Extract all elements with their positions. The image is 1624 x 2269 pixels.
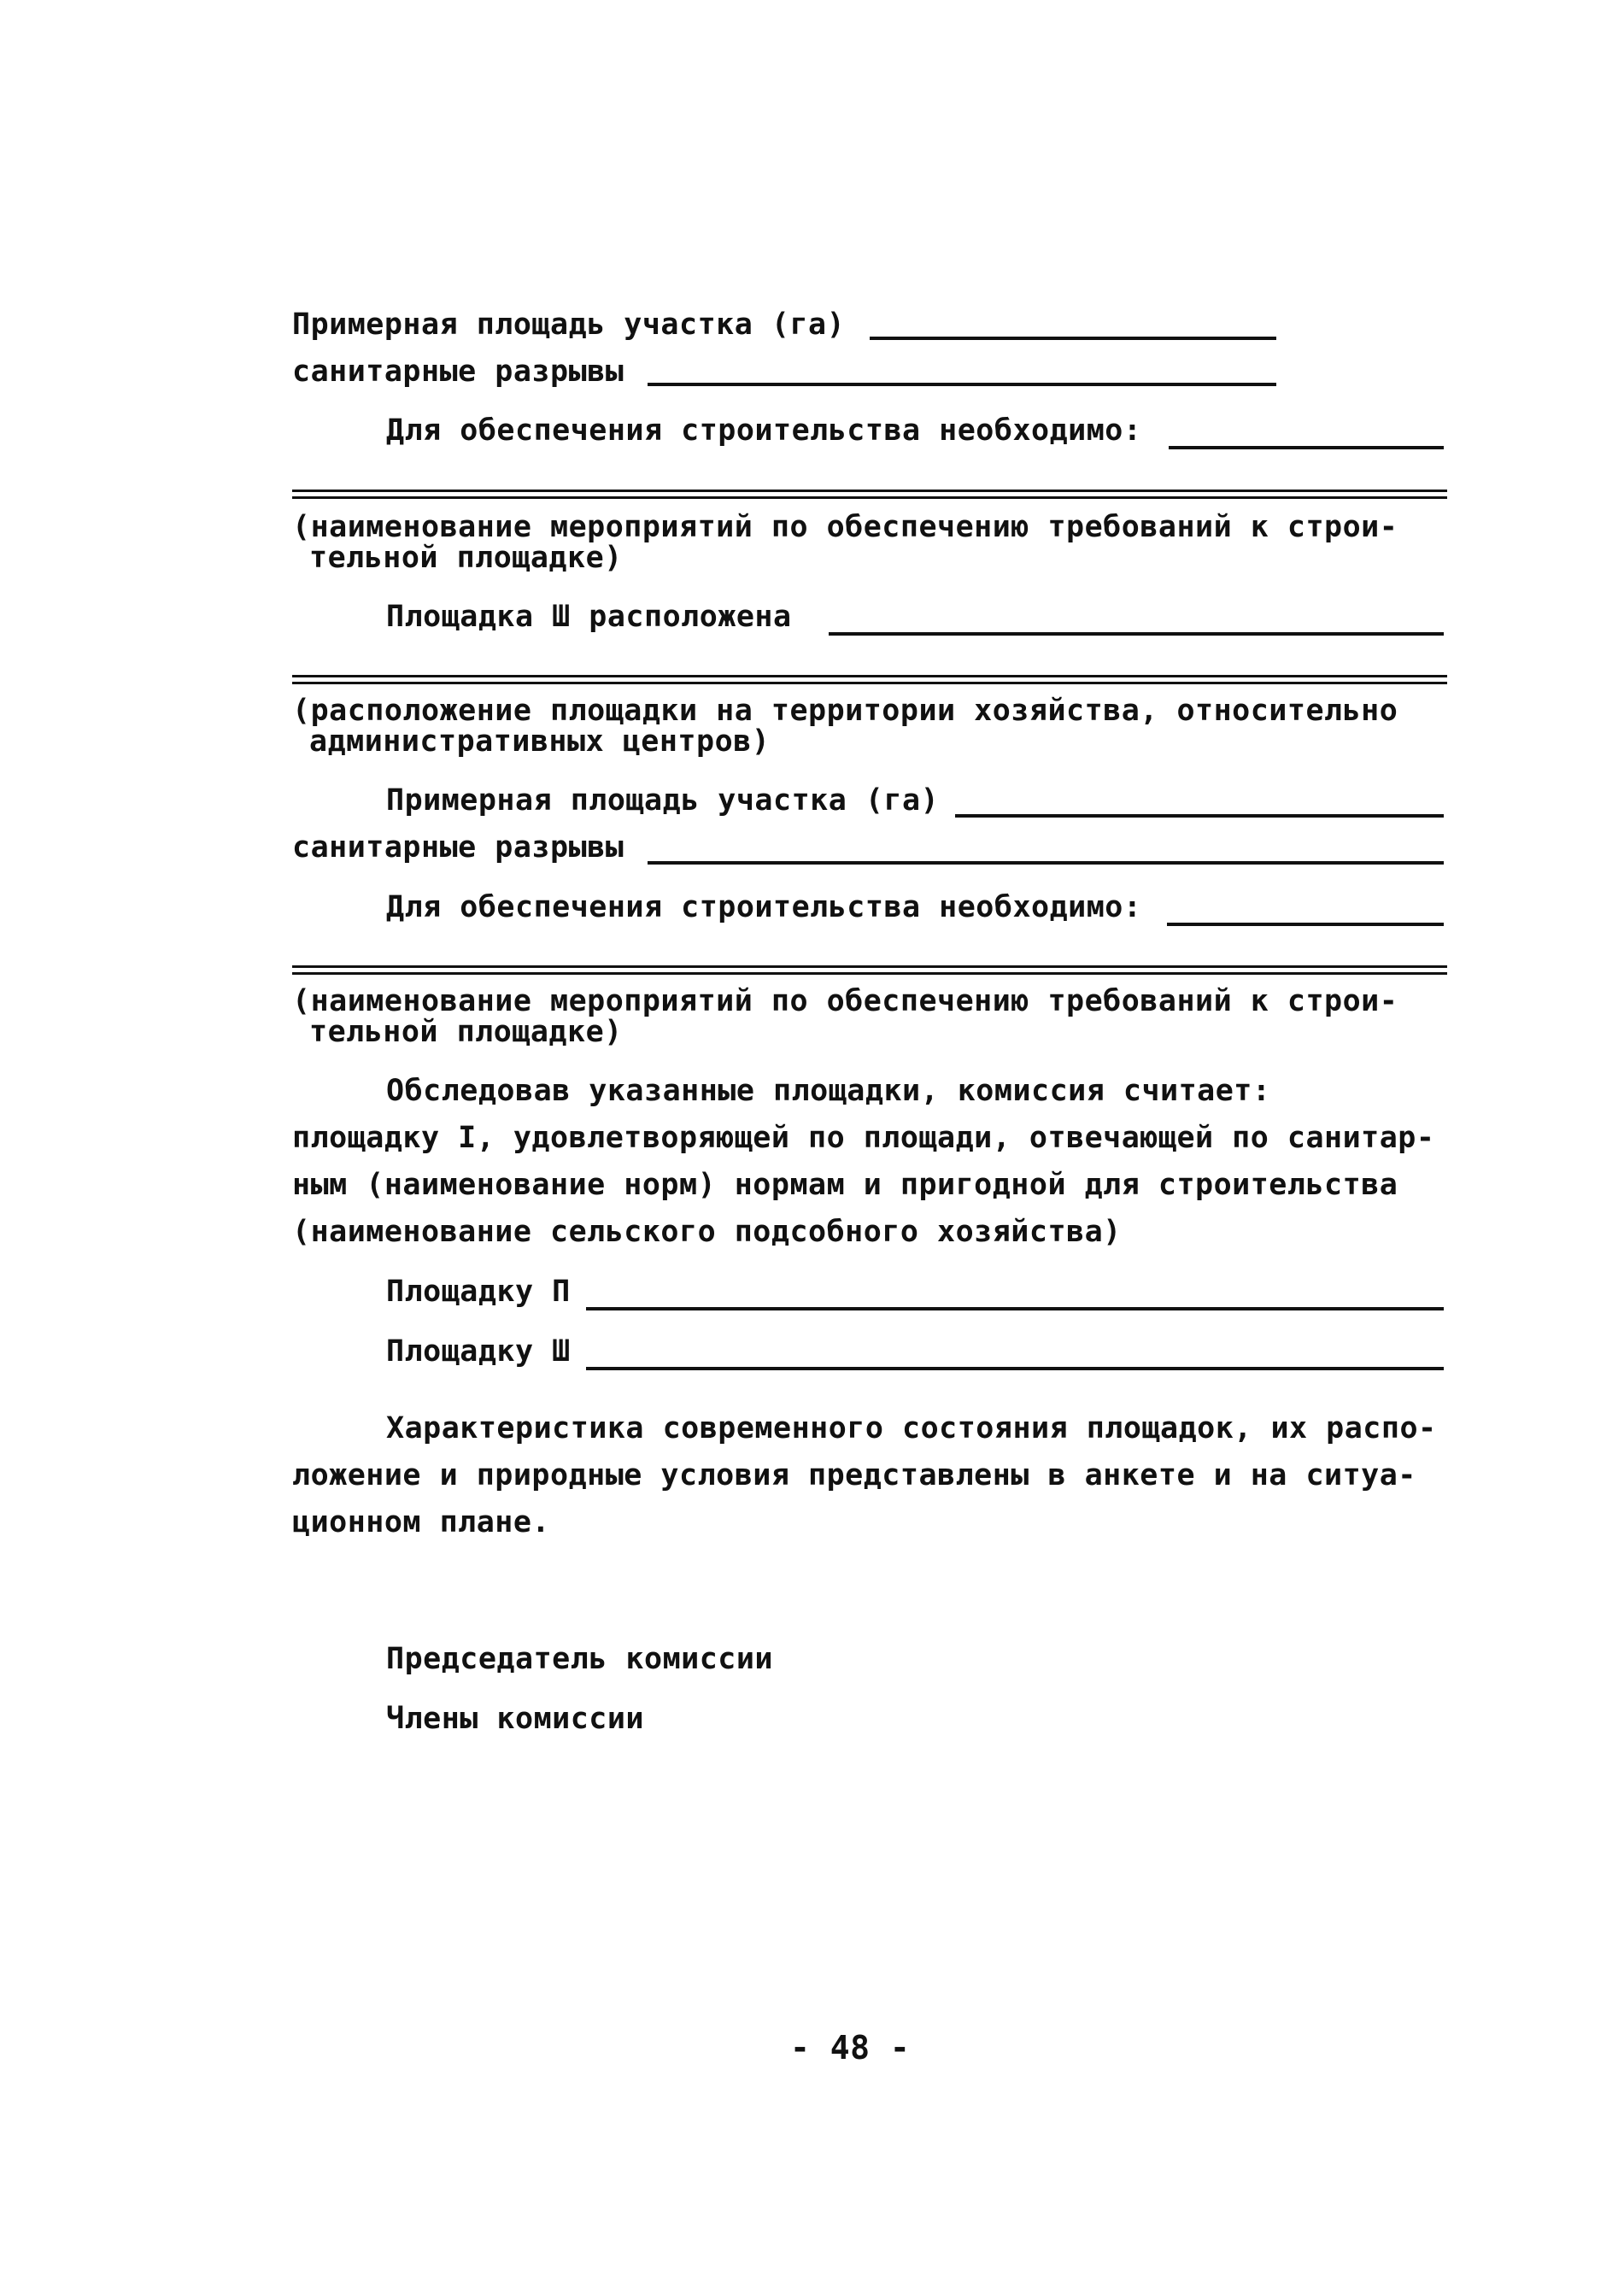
site-2-label: Площадку П xyxy=(386,1275,571,1309)
construction-needs-field[interactable] xyxy=(1169,446,1444,449)
chairman-signature: Председатель комиссии xyxy=(386,1642,774,1676)
sanitary-gaps-label: санитарные разрывы xyxy=(292,355,624,389)
measures-note-line-1: (наименование мероприятий по обеспечению требований к строи- xyxy=(292,984,1398,1018)
site-3-location-label: Площадка Ш расположена xyxy=(386,600,792,634)
site-3-location-field[interactable] xyxy=(829,632,1444,636)
conclusion-line-1: площадку I, удовлетворяющей по площади, отвечающей по санитар- xyxy=(292,1121,1435,1155)
members-signature: Члены комиссии xyxy=(386,1702,645,1736)
sanitary-gaps-label: санитарные разрывы xyxy=(292,830,624,865)
conclusion-line-3: (наименование сельского подсобного хозяйства) xyxy=(292,1215,1122,1249)
construction-needs-label: Для обеспечения строительства необходимо: xyxy=(386,890,1142,924)
characteristics-line-2: ложение и природные условия представлены в анкете и на ситуа- xyxy=(292,1458,1416,1492)
measures-line[interactable] xyxy=(292,490,1447,499)
page-number: - 48 - xyxy=(790,2029,911,2067)
site-3-field[interactable] xyxy=(586,1367,1444,1370)
characteristics-line-1: Характеристика современного состояния площадок, их распо- xyxy=(386,1411,1437,1445)
site-2-field[interactable] xyxy=(586,1307,1444,1310)
area-label: Примерная площадь участка (га) xyxy=(292,308,846,342)
location-note-line-2: административных центров) xyxy=(309,724,771,759)
location-line[interactable] xyxy=(292,675,1447,684)
location-note-line-1: (расположение площадки на территории хозяйства, относительно xyxy=(292,694,1398,728)
construction-needs-label: Для обеспечения строительства необходимо: xyxy=(386,413,1142,448)
conclusion-line-2: ным (наименование норм) нормам и пригодной для строительства xyxy=(292,1168,1398,1202)
measures-note-line-2: тельной площадке) xyxy=(309,541,623,575)
measures-note-line-2: тельной площадке) xyxy=(309,1015,623,1049)
conclusion-intro: Обследовав указанные площадки, комиссия считает: xyxy=(386,1074,1271,1108)
site-3-label: Площадку Ш xyxy=(386,1334,571,1369)
area-field[interactable] xyxy=(870,337,1276,340)
characteristics-line-3: ционном плане. xyxy=(292,1505,551,1539)
measures-note-line-1: (наименование мероприятий по обеспечению требований к строи- xyxy=(292,510,1398,544)
sanitary-gaps-field[interactable] xyxy=(648,861,1444,865)
sanitary-gaps-field[interactable] xyxy=(648,383,1276,386)
construction-needs-field[interactable] xyxy=(1167,923,1444,926)
area-field[interactable] xyxy=(955,814,1444,818)
area-label: Примерная площадь участка (га) xyxy=(386,783,940,818)
measures-line[interactable] xyxy=(292,965,1447,975)
